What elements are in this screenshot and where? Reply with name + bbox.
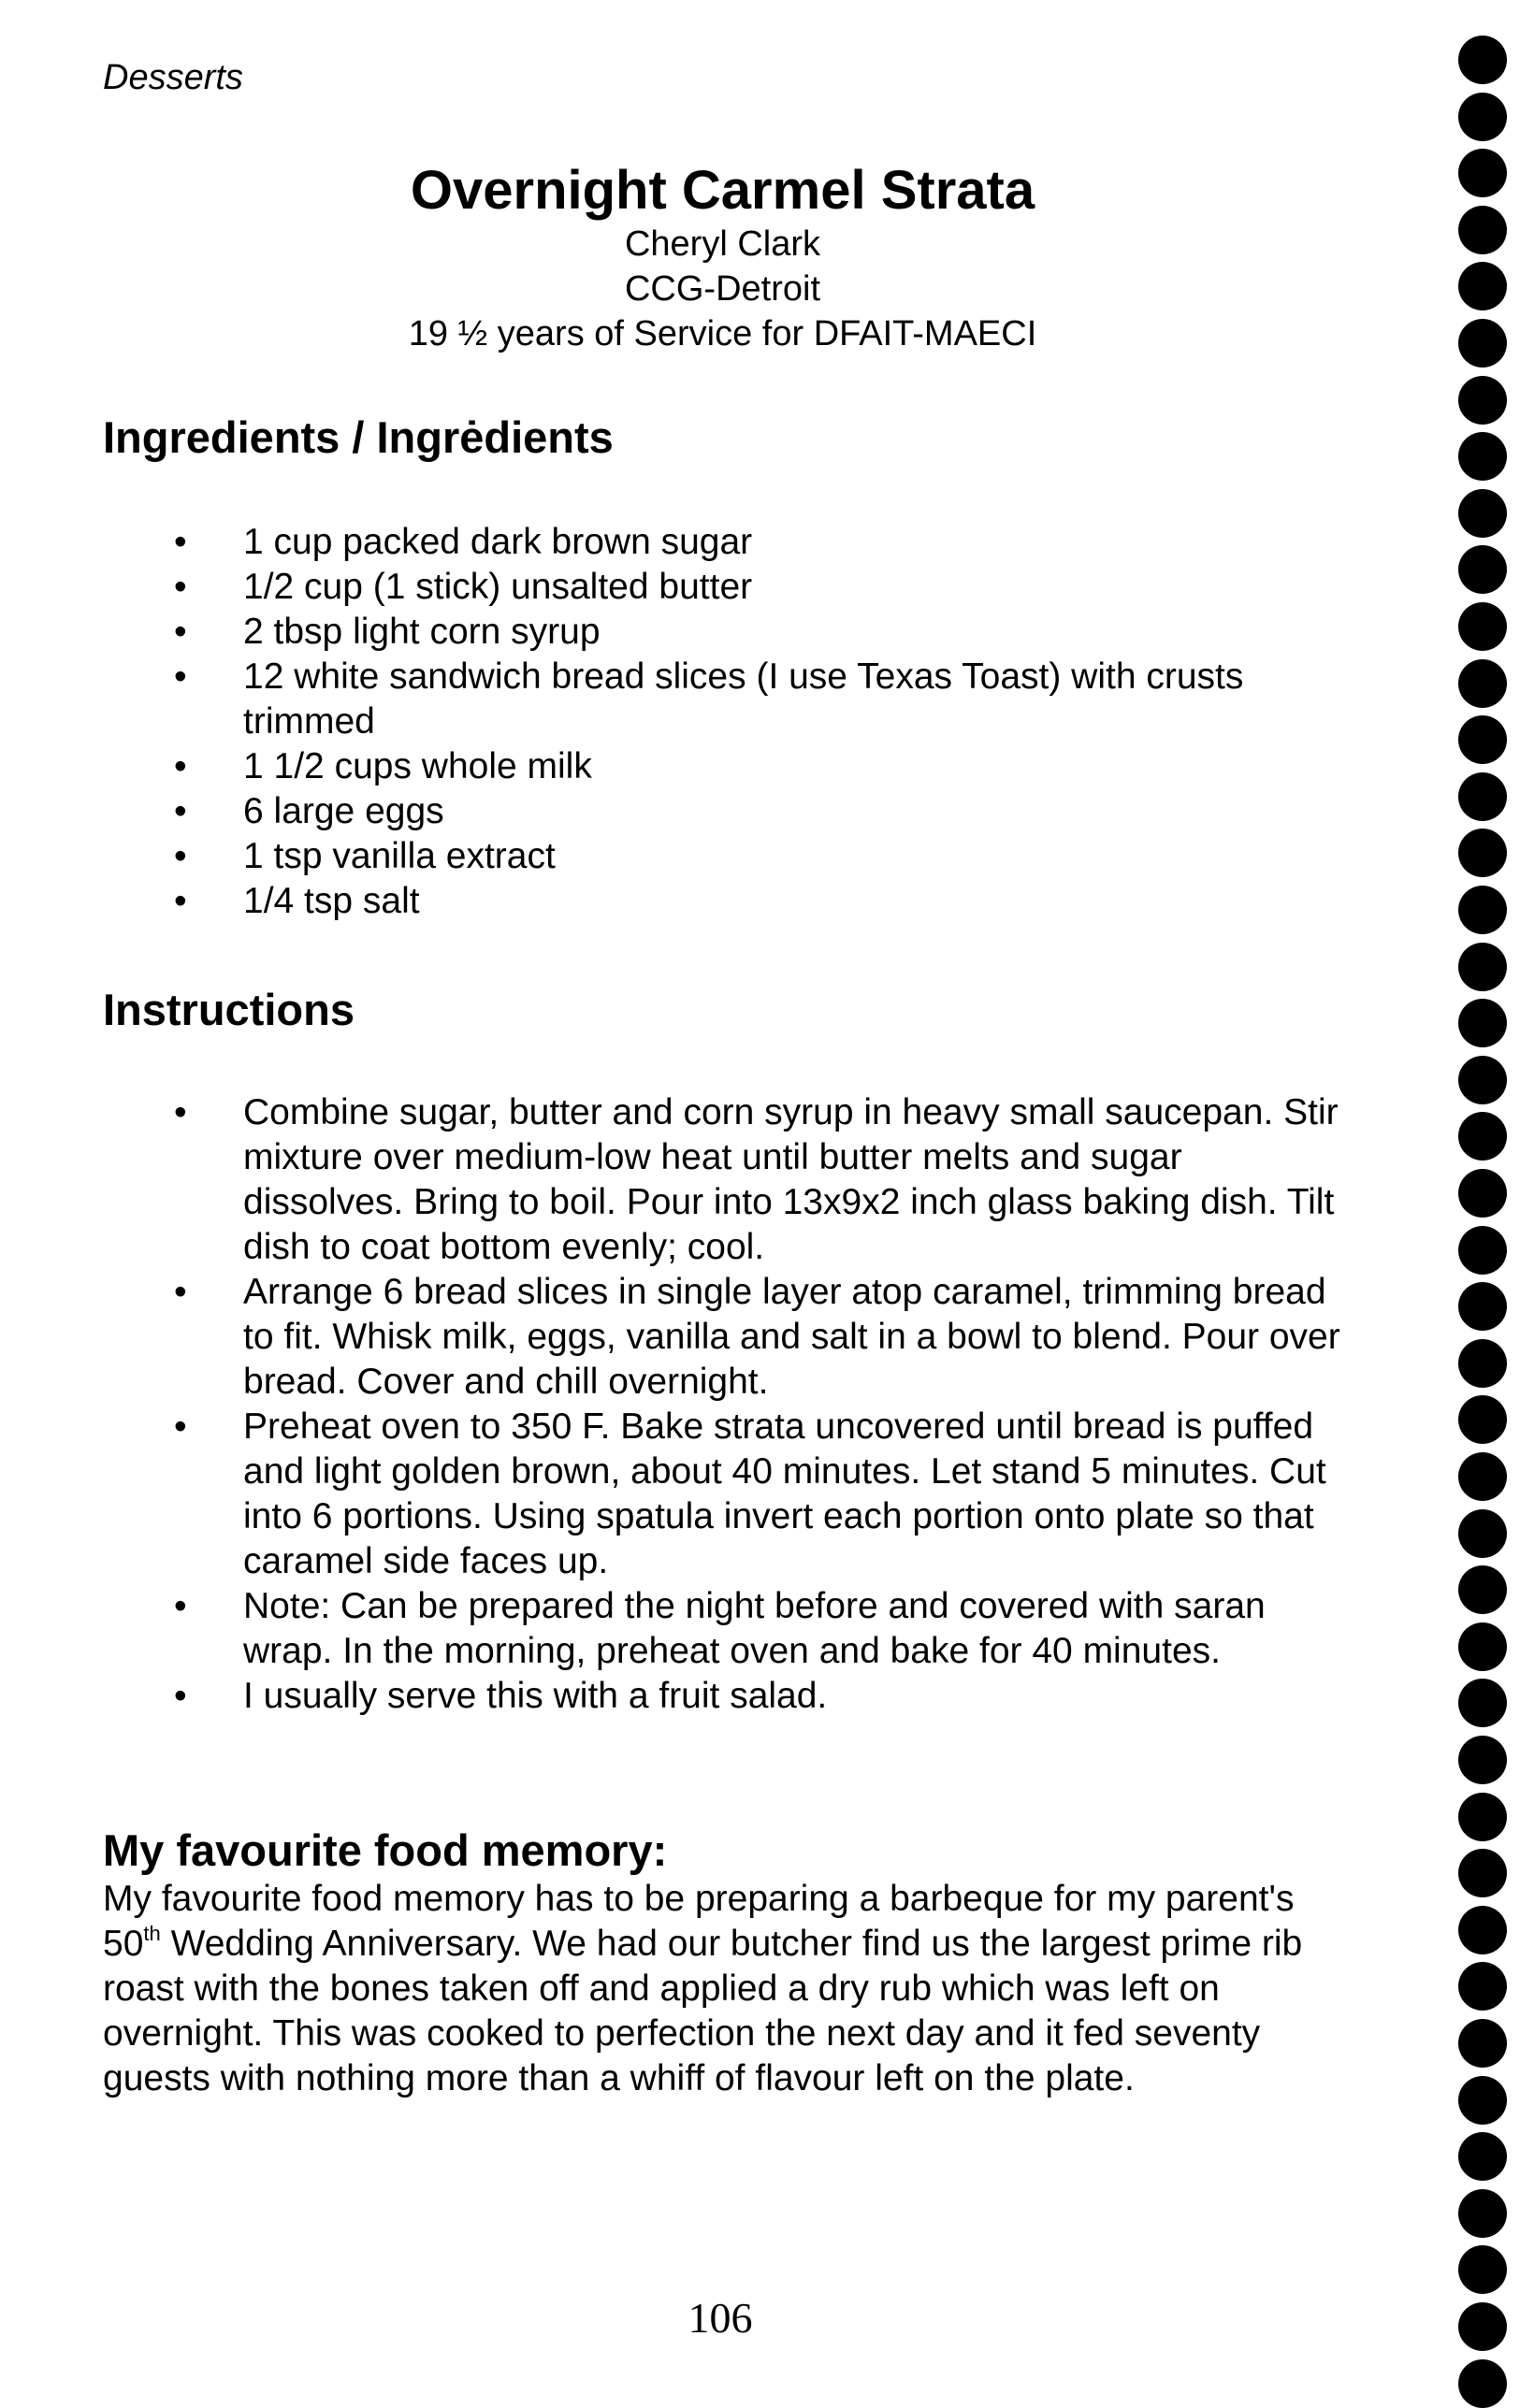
memory-superscript: th (143, 1922, 161, 1945)
binding-hole-icon (1458, 715, 1507, 764)
instruction-step: • Arrange 6 bread slices in single layer atop caramel, trimming bread to fit. Whisk milk, eggs, vanilla and salt in a bowl to blend. Pour over bread. Cover and chill overnight. (103, 1270, 1347, 1405)
binding-hole-icon (1458, 545, 1507, 594)
page-number: 106 (688, 2294, 753, 2342)
binding-hole-icon (1458, 1395, 1507, 1444)
binding-hole-icon (1458, 149, 1507, 197)
binding-hole-icon (1458, 772, 1507, 821)
binding-hole-icon (1458, 36, 1507, 84)
section-label: Desserts (103, 58, 243, 97)
binding-hole-icon (1458, 999, 1507, 1047)
ingredient-item: • 1/4 tsp salt (103, 879, 1347, 924)
instruction-step: • I usually serve this with a fruit salad. (103, 1674, 1347, 1719)
binding-hole-icon (1458, 2245, 1507, 2294)
ingredients-list (103, 520, 1347, 924)
binding-hole-icon (1458, 2302, 1507, 2351)
instruction-step: • Note: Can be prepared the night before and covered with saran wrap. In the morning, preheat oven and bake for 40 minutes. (103, 1584, 1347, 1674)
recipe-service: 19 ½ years of Service for DFAIT-MAECI (408, 314, 1037, 353)
binding-hole-icon (1458, 2132, 1507, 2181)
ingredient-item: • 1 tsp vanilla extract (103, 834, 1347, 879)
binding-hole-icon (1458, 376, 1507, 425)
binding-hole-icon (1458, 432, 1507, 481)
ingredient-item: • 1 cup packed dark brown sugar (103, 520, 1347, 565)
memory-paragraph (103, 1877, 1347, 2101)
recipe-title: Overnight Carmel Strata (410, 160, 1035, 221)
binding-hole-icon (1458, 1226, 1507, 1275)
memory-text-part2: Wedding Anniversary. We had our butcher find us the largest prime rib roast with the bones taken off and applied a dry rub which was left on overnight. This was cooked to perfection the next day and it fed seventy guests with nothing more than a whiff of flavour left on the plate. (103, 1924, 1303, 2098)
binding-hole-icon (1458, 93, 1507, 141)
ingredient-item: • 6 large eggs (103, 789, 1347, 834)
ingredients-heading: Ingredients / Ingrėdients (103, 412, 614, 462)
ingredient-item: • 1 1/2 cups whole milk (103, 744, 1347, 789)
binding-hole-icon (1458, 319, 1507, 368)
binding-hole-icon (1458, 829, 1507, 877)
binding-hole-icon (1458, 886, 1507, 934)
binding-hole-icon (1458, 1056, 1507, 1104)
binding-hole-icon (1458, 2359, 1507, 2408)
binding-hole-icon (1458, 262, 1507, 310)
binding-hole-icon (1458, 1452, 1507, 1501)
binding-hole-icon (1458, 1509, 1507, 1558)
recipe-office: CCG-Detroit (624, 269, 821, 309)
recipe-author: Cheryl Clark (624, 224, 821, 264)
instructions-list (103, 1090, 1347, 1719)
ingredient-item: • 1/2 cup (1 stick) unsalted butter (103, 565, 1347, 610)
memory-heading: My favourite food memory: (103, 1825, 668, 1875)
binding-hole-icon (1458, 602, 1507, 651)
memory-text-part1: My favourite food memory has to be preparing a barbeque for my parent's 50 (103, 1879, 1295, 1964)
binding-hole-icon (1458, 943, 1507, 991)
binding-hole-icon (1458, 1282, 1507, 1331)
binding-hole-icon (1458, 2076, 1507, 2125)
binding-hole-icon (1458, 1112, 1507, 1161)
binding-hole-icon (1458, 1169, 1507, 1218)
ingredient-item: • 12 white sandwich bread slices (I use Texas Toast) with crusts trimmed (103, 655, 1347, 744)
ingredient-item: • 2 tbsp light corn syrup (103, 610, 1347, 655)
binding-hole-icon (1458, 2189, 1507, 2238)
binding-hole-icon (1458, 1849, 1507, 1897)
binding-hole-icon (1458, 1962, 1507, 2011)
spiral-binding (1458, 0, 1511, 2388)
binding-hole-icon (1458, 1793, 1507, 1841)
binding-hole-icon (1458, 1565, 1507, 1614)
instruction-step: • Combine sugar, butter and corn syrup in heavy small saucepan. Stir mixture over medium-low heat until butter melts and sugar dissolves. Bring to boil. Pour into 13x9x2 inch glass baking dish. Tilt dish to coat bottom evenly; cool. (103, 1090, 1347, 1270)
binding-hole-icon (1458, 1339, 1507, 1388)
binding-hole-icon (1458, 1906, 1507, 1954)
instruction-step: • Preheat oven to 350 F. Bake strata uncovered until bread is puffed and light golden brown, about 40 minutes. Let stand 5 minutes. Cut into 6 portions. Using spatula invert each portion onto plate so that caramel side faces up. (103, 1405, 1347, 1584)
binding-hole-icon (1458, 2019, 1507, 2068)
binding-hole-icon (1458, 1622, 1507, 1671)
binding-hole-icon (1458, 1736, 1507, 1784)
binding-hole-icon (1458, 489, 1507, 538)
instructions-heading: Instructions (103, 985, 355, 1034)
binding-hole-icon (1458, 1679, 1507, 1727)
binding-hole-icon (1458, 206, 1507, 254)
binding-hole-icon (1458, 659, 1507, 708)
